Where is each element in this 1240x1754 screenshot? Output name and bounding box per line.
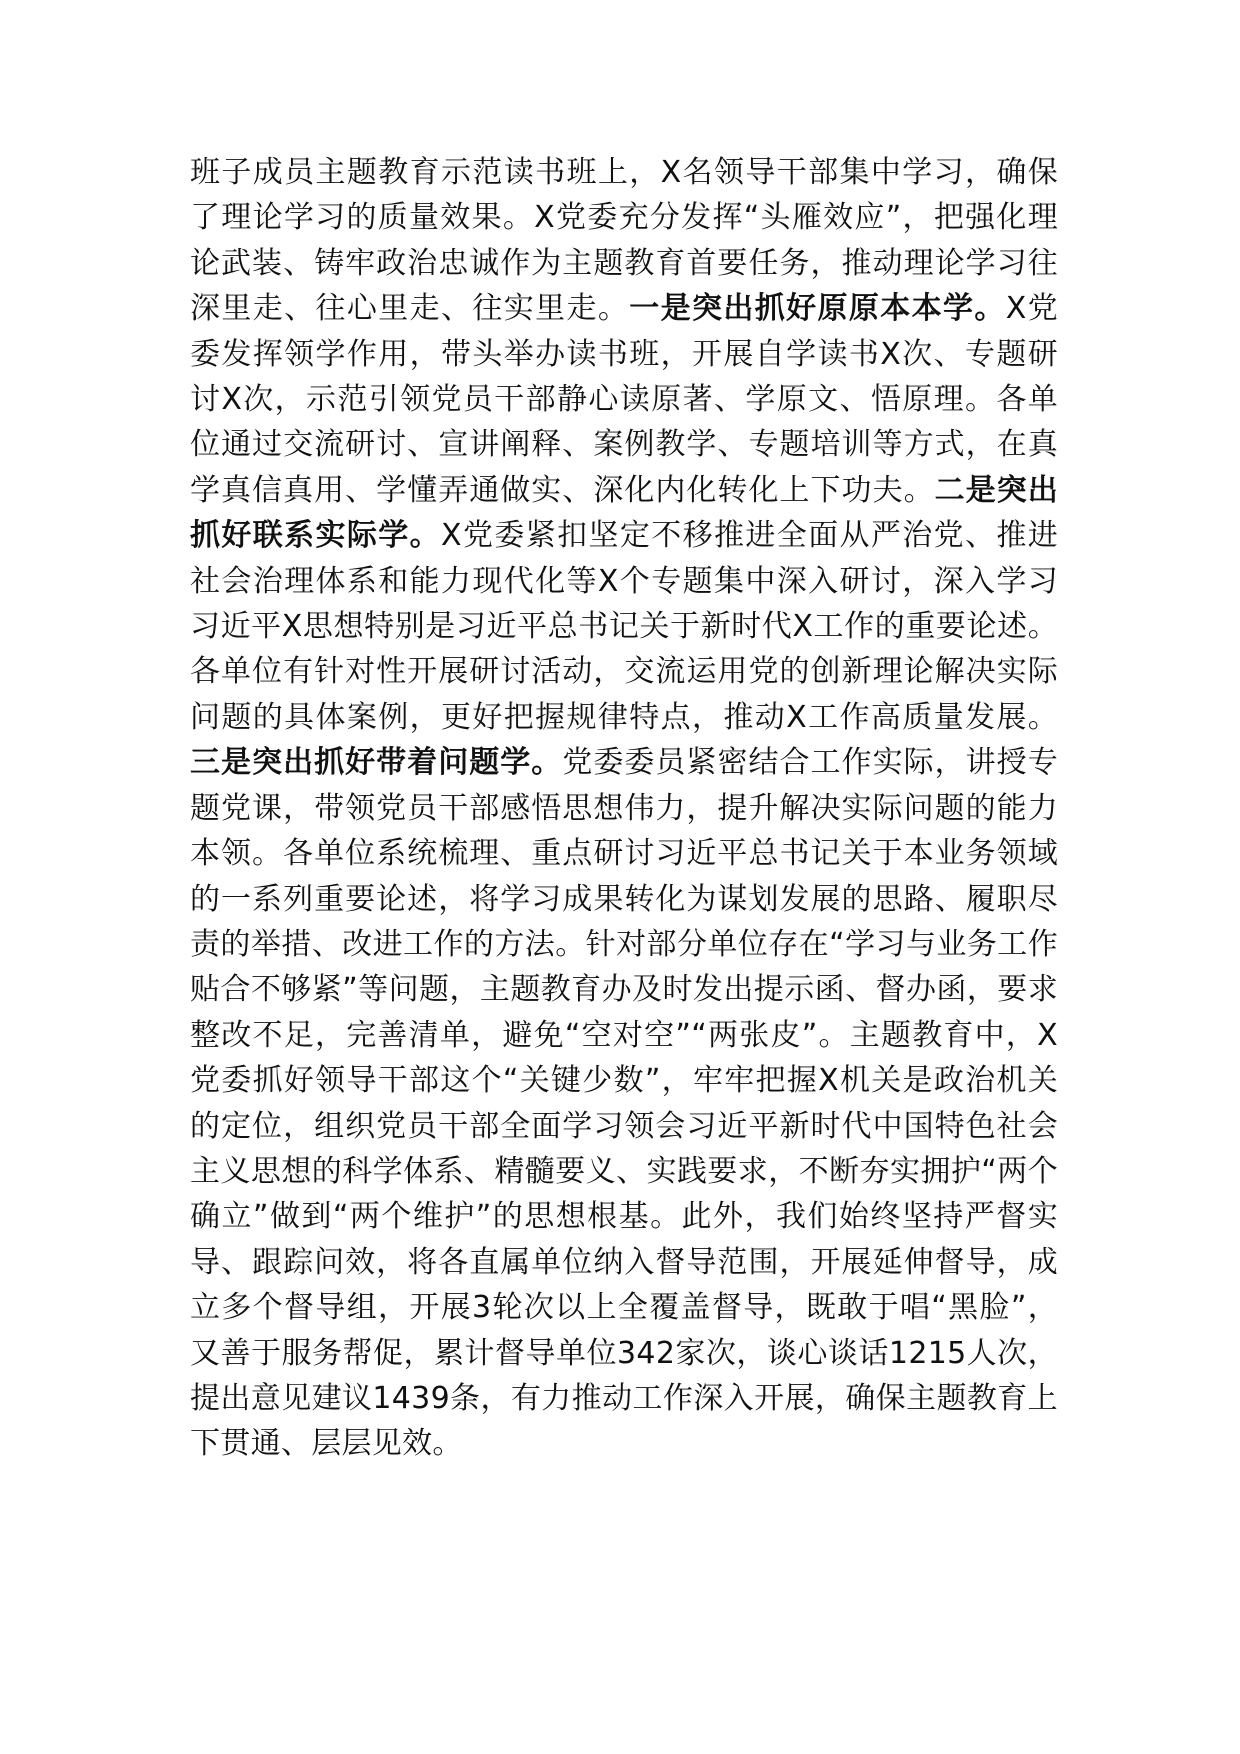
body-paragraph	[190, 150, 1058, 1467]
heading-run-first-point: 一是突出抓好原原本本学。	[629, 291, 1006, 327]
text-run-intro: 班子成员主题教育示范读书班上，X名领导干部集中学习，确保了理论学习的质量效果。X党委充分发挥“头雁效应”，把强化理论武装、铸牢政治忠诚作为主题教育首要任务，推动理论学习往深里走、往心里走、往实里走。	[190, 155, 1058, 327]
text-run-second-point: X党委紧扣坚定不移推进全面从严治党、推进社会治理体系和能力现代化等X个专题集中深入研讨，深入学习习近平X思想特别是习近平总书记关于新时代X工作的重要论述。各单位有针对性开展研讨活动，交流运用党的创新理论解决实际问题的具体案例，更好把握规律特点，推动X工作高质量发展。	[190, 518, 1058, 735]
heading-run-third-point: 三是突出抓好带着问题学。	[190, 745, 563, 781]
text-run-third-point: 党委委员紧密结合工作实际，讲授专题党课，带领党员干部感悟思想伟力，提升解决实际问题的能力本领。各单位系统梳理、重点研讨习近平总书记关于本业务领域的一系列重要论述，将学习成果转化为谋划发展的思路、履职尽责的举措、改进工作的方法。针对部分单位存在“学习与业务工作贴合不够紧”等问题，主题教育办及时发出提示函、督办函，要求整改不足，完善清单，避免“空对空”“两张皮”。主题教育中，X党委抓好领导干部这个“关键少数”，牢牢把握X机关是政治机关的定位，组织党员干部全面学习领会习近平新时代中国特色社会主义思想的科学体系、精髓要义、实践要求，不断夯实拥护“两个确立”做到“两个维护”的思想根基。此外，我们始终坚持严督实导、跟踪问效，将各直属单位纳入督导范围，开展延伸督导，成立多个督导组，开展3轮次以上全覆盖督导，既敢于唱“黑脸”，又善于服务帮促，累计督导单位342家次，谈心谈话1215人次，提出意见建议1439条，有力推动工作深入开展，确保主题教育上下贯通、层层见效。	[190, 745, 1058, 1462]
text-run-first-point: X党委发挥领学作用，带头举办读书班，开展自学读书X次、专题研讨X次，示范引领党员干部静心读原著、学原文、悟原理。各单位通过交流研讨、宣讲阐释、案例教学、专题培训等方式，在真学真信真用、学懂弄通做实、深化内化转化上下功夫。	[190, 291, 1059, 508]
heading-run-second-point: 二是突出抓好联系实际学。	[190, 472, 1059, 554]
